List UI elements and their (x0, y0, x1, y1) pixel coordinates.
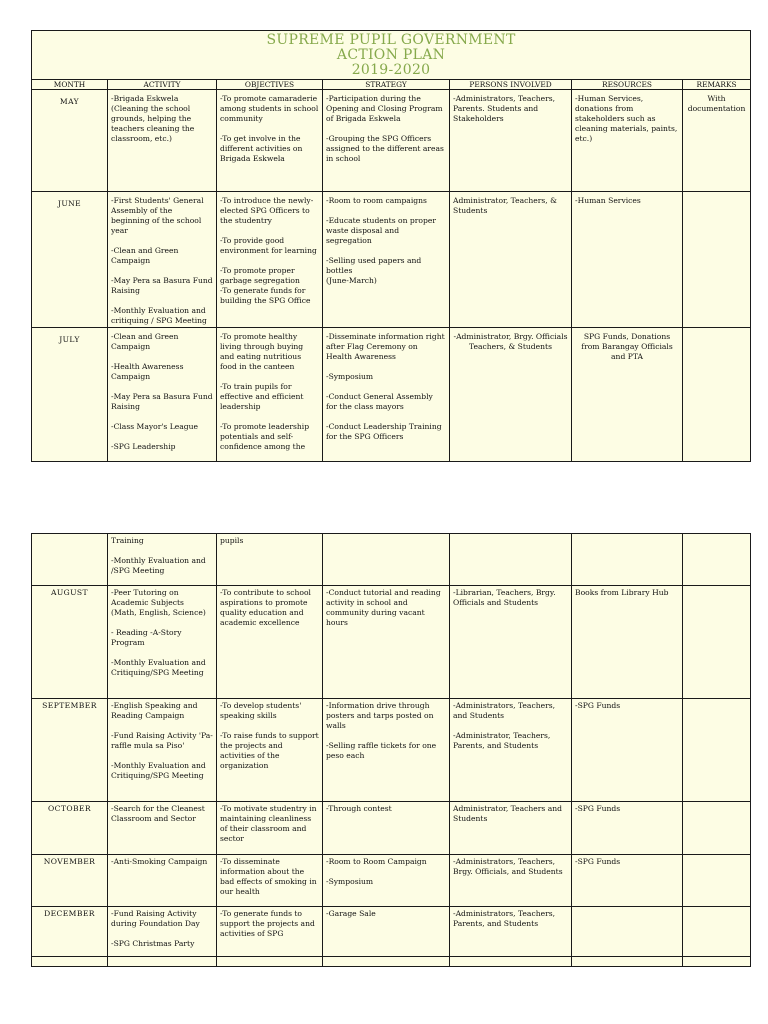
remarks-cell (683, 90, 751, 192)
header-remarks: REMARKS (683, 80, 751, 90)
resources-item: SPG Funds, Donations from Barangay Officials and PTA (581, 332, 673, 361)
objectives-cell (217, 802, 323, 855)
strategy-item: -Selling used papers and bottles (June-March) (326, 256, 422, 285)
objectives-item: -To contribute to school aspirations to promote quality education and academic excellence (220, 588, 311, 627)
objectives-item: -To get involve in the different activities on Brigada Eskwela (220, 134, 303, 163)
empty-cell (32, 957, 108, 967)
month-cell: OCTOBER (32, 802, 108, 855)
action-plan-table-page-1 (31, 30, 751, 462)
month-cell: DECEMBER (32, 907, 108, 957)
activity-item: -English Speaking and Reading Campaign (111, 701, 198, 720)
strategy-item: -Grouping the SPG Officers assigned to the different areas in school (326, 134, 444, 163)
strategy-cell (323, 534, 450, 586)
activity-item: -Search for the Cleanest Classroom and Sector (111, 804, 205, 823)
activity-item: -Monthly Evaluation and Critiquing/SPG Meeting (111, 658, 206, 677)
strategy-cell (323, 855, 450, 907)
strategy-item: -Disseminate information right after Flag Ceremony on Health Awareness (326, 332, 445, 361)
month-cell: NOVEMBER (32, 855, 108, 907)
activity-item: -Fund Raising Activity 'Pa-raffle mula sa Piso' (111, 731, 213, 750)
empty-cell (108, 957, 217, 967)
activity-item: -Class Mayor's League (111, 422, 199, 431)
resources-cell (572, 855, 683, 907)
remarks-cell (683, 855, 751, 907)
month-cell: JULY (32, 328, 108, 462)
month-cell (32, 534, 108, 586)
activity-cell (108, 802, 217, 855)
persons-involved-item: -Administrators, Teachers, Parents, and Students (453, 909, 556, 928)
persons-involved-cell (450, 192, 572, 328)
strategy-cell (323, 328, 450, 462)
objectives-item: -To train pupils for effective and efficient leadership (220, 382, 304, 411)
empty-cell (450, 957, 572, 967)
title-line-3: 2019-2020 (351, 61, 431, 78)
activity-item: -Clean and Green Campaign (111, 246, 179, 265)
title-line-1: SUPREME PUPIL GOVERNMENT (266, 31, 516, 48)
persons-involved-item: -Administrators, Teachers, Parents. Students and Stakeholders (453, 94, 556, 123)
objectives-item: -To disseminate information about the bad effects of smoking in our health (220, 857, 317, 896)
activity-cell (108, 534, 217, 586)
objectives-cell (217, 907, 323, 957)
persons-involved-cell (450, 699, 572, 802)
action-plan-table-page-2 (31, 533, 751, 967)
activity-item: - Reading -A-Story Program (111, 628, 182, 647)
objectives-item: -To promote camaraderie among students in school community (220, 94, 319, 123)
title-line-2: ACTION PLAN (336, 46, 446, 63)
strategy-item: -Symposium (326, 877, 374, 886)
resources-item: -SPG Funds (575, 804, 621, 813)
remarks-cell (683, 802, 751, 855)
empty-cell (323, 957, 450, 967)
header-strategy: STRATEGY (323, 80, 450, 90)
persons-involved-item: Administrator, Teachers, & Students (453, 196, 557, 215)
empty-cell (572, 957, 683, 967)
objectives-item: -To promote leadership potentials and self-confidence among the (220, 422, 310, 451)
table-row (32, 855, 751, 907)
persons-involved-item: Administrator, Teachers and Students (453, 804, 562, 823)
month-cell: MAY (32, 90, 108, 192)
persons-involved-cell (450, 907, 572, 957)
resources-cell (572, 907, 683, 957)
table-row (32, 328, 751, 462)
persons-involved-item: -Administrators, Teachers, Brgy. Officials, and Students (453, 857, 563, 876)
activity-cell (108, 907, 217, 957)
objectives-item: -To develop students' speaking skills (220, 701, 302, 720)
table-row (32, 534, 751, 586)
activity-item: -May Pera sa Basura Fund Raising (111, 276, 213, 295)
strategy-item: -Information drive through posters and tarps posted on walls (326, 701, 434, 730)
persons-involved-item: -Administrator, Brgy. Officials Teachers, & Students (453, 332, 568, 351)
activity-item: -Brigada Eskwela (Cleaning the school grounds, helping the teachers cleaning the classroom, etc.) (111, 94, 195, 143)
activity-item: -Health Awareness Campaign (111, 362, 184, 381)
persons-involved-cell (450, 586, 572, 699)
table-row-empty (32, 957, 751, 967)
remarks-item: With documentation (687, 94, 746, 113)
strategy-item: -Conduct Leadership Training for the SPG Officers (326, 422, 442, 441)
month-cell: AUGUST (32, 586, 108, 699)
objectives-item: -To promote healthy living through buying and eating nutritious food in the canteen (220, 332, 304, 371)
activity-item: -Anti-Smoking Campaign (111, 857, 208, 866)
resources-cell (572, 586, 683, 699)
objectives-cell (217, 192, 323, 328)
month-cell: JUNE (32, 192, 108, 328)
objectives-cell (217, 855, 323, 907)
resources-item: -SPG Funds (575, 701, 621, 710)
resources-cell (572, 90, 683, 192)
activity-item: -Fund Raising Activity during Foundation Day (111, 909, 200, 928)
strategy-item: -Garage Sale (326, 909, 376, 918)
activity-item: Training (111, 536, 144, 545)
activity-cell (108, 855, 217, 907)
resources-item: -Human Services (575, 196, 641, 205)
persons-involved-cell (450, 328, 572, 462)
strategy-item: -Conduct General Assembly for the class mayors (326, 392, 433, 411)
resources-cell (572, 534, 683, 586)
persons-involved-cell (450, 534, 572, 586)
strategy-item: -Conduct tutorial and reading activity in school and community during vacant hours (326, 588, 441, 627)
objectives-item: -To motivate studentry in maintaining cleanliness of their classroom and sector (220, 804, 317, 843)
empty-cell (683, 957, 751, 967)
remarks-cell (683, 192, 751, 328)
activity-cell (108, 90, 217, 192)
activity-item: -Monthly Evaluation and critiquing / SPG Meeting (111, 306, 207, 325)
strategy-item: -Participation during the Opening and Closing Program of Brigada Eskwela (326, 94, 443, 123)
objectives-item: -To introduce the newly-elected SPG Officers to the studentry (220, 196, 314, 225)
header-activity: ACTIVITY (108, 80, 217, 90)
header-resources: RESOURCES (572, 80, 683, 90)
persons-involved-cell (450, 855, 572, 907)
objectives-cell (217, 586, 323, 699)
objectives-cell (217, 328, 323, 462)
resources-cell (572, 192, 683, 328)
document-title (32, 31, 751, 80)
objectives-item: -To provide good environment for learning (220, 236, 317, 255)
header-objectives: OBJECTIVES (217, 80, 323, 90)
table-row (32, 586, 751, 699)
activity-item: -Monthly Evaluation and /SPG Meeting (111, 556, 206, 575)
objectives-cell (217, 90, 323, 192)
objectives-item: -To raise funds to support the projects and activities of the organization (220, 731, 319, 770)
month-cell: SEPTEMBER (32, 699, 108, 802)
table-row (32, 90, 751, 192)
activity-item: -SPG Christmas Party (111, 939, 195, 948)
strategy-cell (323, 907, 450, 957)
objectives-cell (217, 699, 323, 802)
resources-cell (572, 802, 683, 855)
empty-cell (217, 957, 323, 967)
persons-involved-cell (450, 90, 572, 192)
table-row (32, 192, 751, 328)
activity-item: -First Students' General Assembly of the beginning of the school year (111, 196, 204, 235)
strategy-item: -Through contest (326, 804, 392, 813)
activity-item: -Peer Tutoring on Academic Subjects (Math, English, Science) (111, 588, 206, 617)
activity-item: -May Pera sa Basura Fund Raising (111, 392, 213, 411)
remarks-cell (683, 534, 751, 586)
strategy-cell (323, 699, 450, 802)
activity-cell (108, 328, 217, 462)
activity-cell (108, 699, 217, 802)
activity-item: -SPG Leadership (111, 442, 176, 451)
objectives-item: -To generate funds to support the projects and activities of SPG (220, 909, 315, 938)
activity-item: -Monthly Evaluation and Critiquing/SPG Meeting (111, 761, 206, 780)
strategy-cell (323, 192, 450, 328)
objectives-cell (217, 534, 323, 586)
persons-involved-item: -Administrator, Teachers, Parents, and Students (453, 731, 551, 750)
strategy-item: -Room to Room Campaign (326, 857, 427, 866)
strategy-item: -Symposium (326, 372, 374, 381)
header-row (32, 80, 751, 90)
objectives-item: pupils (220, 536, 244, 545)
strategy-item: -Room to room campaigns (326, 196, 427, 205)
activity-cell (108, 192, 217, 328)
header-persons-involved: PERSONS INVOLVED (450, 80, 572, 90)
persons-involved-item: -Librarian, Teachers, Brgy. Officials and Students (453, 588, 556, 607)
remarks-cell (683, 907, 751, 957)
resources-item: -SPG Funds (575, 857, 621, 866)
table-row (32, 802, 751, 855)
persons-involved-cell (450, 802, 572, 855)
strategy-cell (323, 802, 450, 855)
persons-involved-item: -Administrators, Teachers, and Students (453, 701, 556, 720)
resources-item: -Human Services, donations from stakeholders such as cleaning materials, paints, etc.) (575, 94, 678, 143)
strategy-item: -Selling raffle tickets for one peso each (326, 741, 437, 760)
strategy-cell (323, 586, 450, 699)
strategy-item: -Educate students on proper waste disposal and segregation (326, 216, 436, 245)
remarks-cell (683, 328, 751, 462)
header-month: MONTH (32, 80, 108, 90)
resources-cell (572, 699, 683, 802)
table-row (32, 907, 751, 957)
objectives-item: -To promote proper garbage segregation -To generate funds for building the SPG Office (220, 266, 311, 305)
remarks-cell (683, 586, 751, 699)
activity-cell (108, 586, 217, 699)
remarks-cell (683, 699, 751, 802)
activity-item: -Clean and Green Campaign (111, 332, 179, 351)
resources-item: Books from Library Hub (575, 588, 669, 597)
resources-cell (572, 328, 683, 462)
table-row (32, 699, 751, 802)
strategy-cell (323, 90, 450, 192)
